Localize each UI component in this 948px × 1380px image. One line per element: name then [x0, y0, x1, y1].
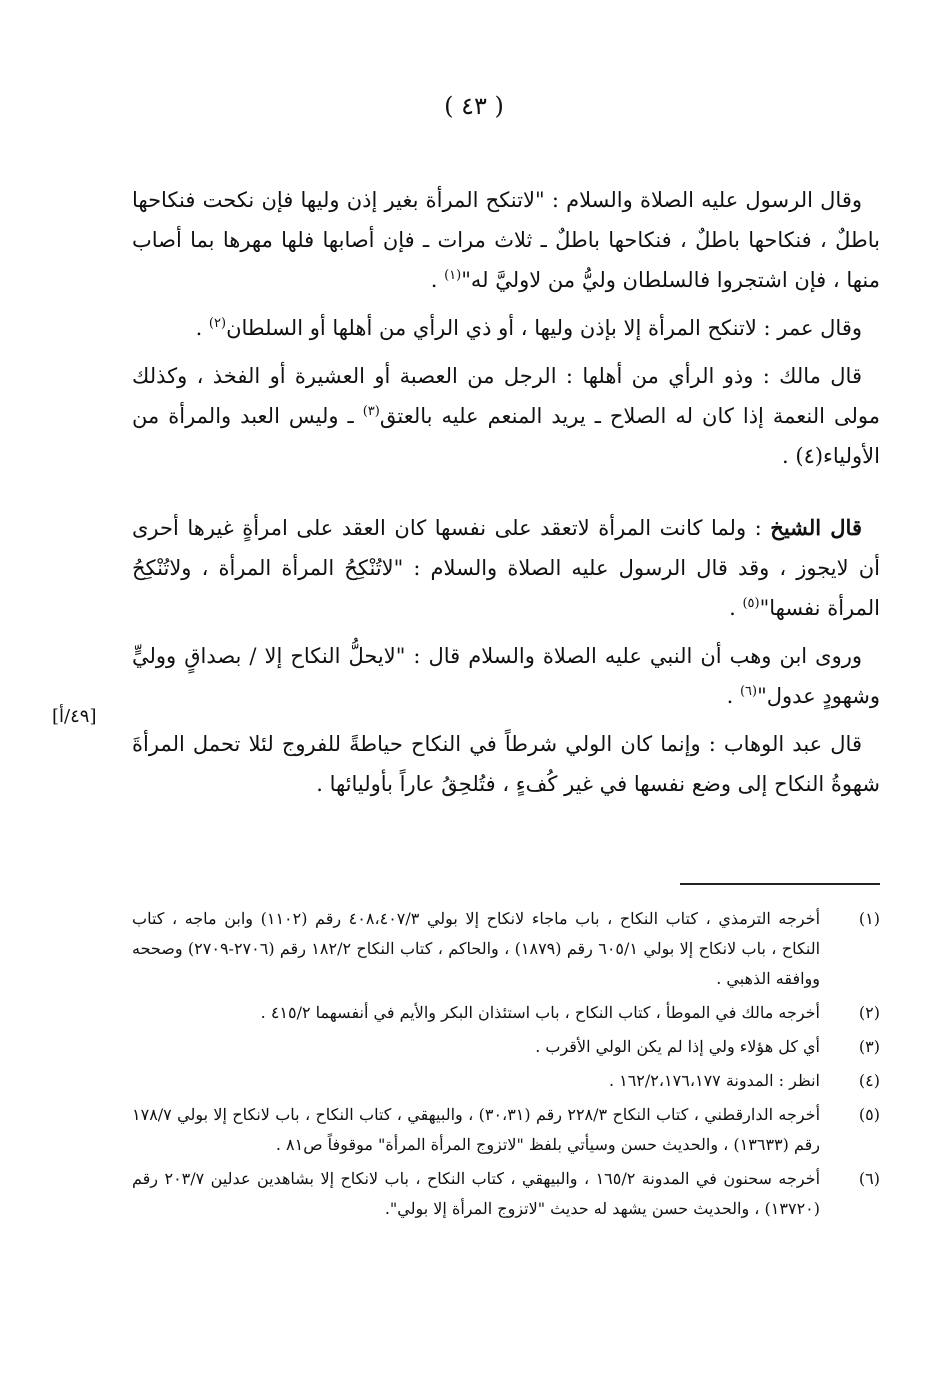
footnote-divider	[680, 883, 880, 885]
footnote	[132, 1032, 880, 1062]
paragraph	[132, 180, 880, 300]
paragraph-tail: .	[195, 316, 209, 340]
paragraph	[132, 724, 880, 804]
footnote-ref: (٦)	[739, 684, 758, 699]
footnote-text: أي كل هؤلاء ولي إذا لم يكن الولي الأقرب .	[535, 1037, 820, 1056]
footnote-ref: (٣)	[362, 404, 380, 419]
paragraph-text: وقال عمر : لاتنكح المرأة إلا بإذن وليها ، أو ذي الرأي من أهلها أو السلطان	[226, 316, 862, 340]
footnote-number: (٥)	[858, 1105, 880, 1124]
footnote-ref: (٢)	[208, 316, 227, 331]
paragraph	[132, 636, 880, 716]
paragraph-tail: .	[430, 268, 445, 292]
footnote-text: أخرجه مالك في الموطأ ، كتاب النكاح ، باب استئذان البكر والأيم في أنفسهما ٤١٥/٢ .	[260, 1003, 820, 1022]
footnote-text: انظر : المدونة ١٦٢/٢،١٧٦،١٧٧ .	[608, 1071, 820, 1090]
manuscript-folio-note: [٤٩/أ]	[52, 706, 97, 727]
paragraph-lead: قال الشيخ	[770, 515, 862, 540]
footnote	[132, 904, 880, 994]
footnote	[132, 1164, 880, 1224]
footnote-text: أخرجه الترمذي ، كتاب النكاح ، باب ماجاء لانكاح إلا بولي ٤٠٨،٤٠٧/٣ رقم (١١٠٢) وابن ماجه ، كتاب النكاح ، باب لانكاح إلا بولي ٦٠٥/١ رقم (١٨٧٩) ، والحاكم ، كتاب النكاح ١٨٢/٢ رقم (٢٧٠٦-٢٧٠٩) وصححه ووافقه الذهبي .	[132, 909, 821, 988]
paragraph-text: وقال الرسول عليه الصلاة والسلام : "لاتنكح المرأة بغير إذن وليها فإن نكحت فنكاحها باطلٌ ، فنكاحها باطلٌ ، فنكاحها باطلٌ ـ ثلاث مرات ـ فإن أصابها فلها مهرها بما أصاب منها ، فإن اشتجروا فالسلطان وليُّ من لاوليَّ له"	[132, 188, 880, 292]
footnote	[132, 1066, 880, 1096]
paragraph-tail: .	[729, 596, 743, 620]
paragraph	[132, 308, 880, 348]
footnote-number: (٣)	[858, 1037, 880, 1056]
footnote-ref: (١)	[444, 268, 462, 283]
footnote-number: (٤)	[858, 1071, 880, 1090]
paragraph-text: قال مالك : وذو الرأي من أهلها : الرجل من العصبة أو العشيرة أو الفخذ ، وكذلك مولى النعمة إذا كان له الصلاح ـ يريد المنعم عليه بالعتق	[132, 364, 880, 428]
footnote	[132, 998, 880, 1028]
footnote-number: (٦)	[858, 1169, 880, 1188]
paragraph	[132, 356, 880, 476]
footnote-text: أخرجه سحنون في المدونة ١٦٥/٢ ، والبيهقي ، كتاب النكاح ، باب لانكاح إلا بشاهدين عدلين ٢٠٣/٧ رقم (١٣٧٢٠) ، والحديث حسن يشهد له حديث "لاتزوج المرأة إلا بولي".	[132, 1169, 821, 1218]
footnote-ref: (٥)	[742, 596, 760, 611]
footnote	[132, 1100, 880, 1160]
paragraph	[132, 508, 880, 628]
paragraph-text: : ولما كانت المرأة لاتعقد على نفسها كان العقد على امرأةٍ غيرها أحرى أن لايجوز ، وقد قال الرسول عليه الصلاة والسلام : "لاتُنْكِحُ المرأة المرأة ، ولاتُنْكِحُ المرأة نفسها"	[132, 516, 880, 620]
paragraph-tail: ـ وليس العبد والمرأة من الأولياء(٤) .	[132, 404, 880, 468]
footnote-number: (٢)	[858, 1003, 880, 1022]
footnote-number: (١)	[858, 909, 880, 928]
paragraph-text: قال عبد الوهاب : وإنما كان الولي شرطاً في النكاح حياطةً للفروج لئلا تحمل المرأةَ شهوةُ النكاح إلى وضع نفسها في غير كُفءٍ ، فتُلحِقُ عاراً بأوليائها .	[132, 732, 880, 796]
paragraph-tail: .	[726, 684, 740, 708]
main-text	[132, 180, 880, 812]
footnote-text: أخرجه الدارقطني ، كتاب النكاح ٢٢٨/٣ رقم (٣٠،٣١) ، والبيهقي ، كتاب النكاح ، باب لانكاح إلا بولي ١٧٨/٧ رقم (١٣٦٣٣) ، والحديث حسن وسيأتي بلفظ "لاتزوج المرأة المرأة" موقوفاً ص٨١ .	[132, 1105, 821, 1154]
page-number: ( ٤٣ )	[444, 92, 504, 120]
paragraph-text: وروى ابن وهب أن النبي عليه الصلاة والسلام قال : "لايحلُّ النكاح إلا / بصداقٍ ووليٍّ وشهودٍ عدول"	[132, 644, 880, 708]
footnotes	[132, 904, 880, 1228]
